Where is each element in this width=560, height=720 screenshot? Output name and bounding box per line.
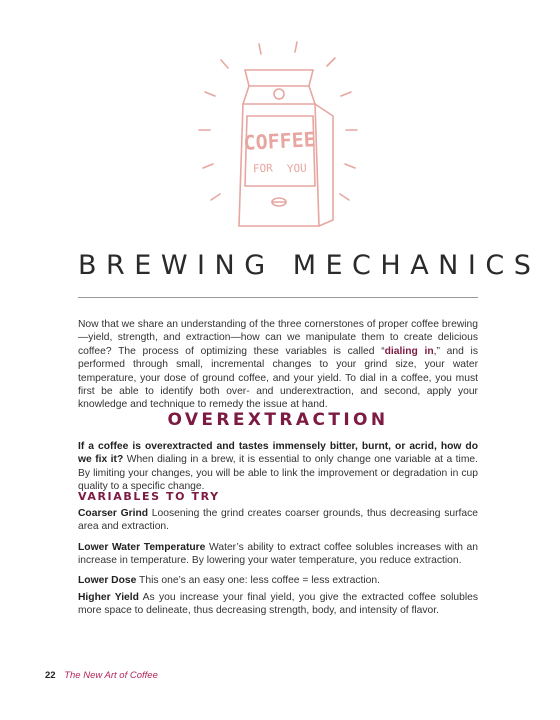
intro-paragraph: [78, 318, 478, 412]
bag-line-coffee: COFFEE: [242, 127, 317, 155]
page-number: 22: [45, 670, 56, 681]
variable-item: [78, 591, 478, 618]
bag-line-for: FOR: [252, 161, 274, 176]
question-paragraph: [78, 440, 478, 494]
title-divider: [78, 297, 478, 298]
question-text: When dialing in a brew, it is essential to only change one variable at a time. By limiting your changes, you will be able to link the improvement or degradation in cup quality to a specific change.: [78, 454, 478, 493]
dialing-in-term: dialing in: [384, 345, 434, 357]
coffee-bag-illustration: [185, 30, 375, 240]
variable-term: Coarser Grind: [78, 508, 149, 519]
intro-text-end: ,” and is performed through small, incremental changes to your grind size, your water temperature, your dose of ground coffee, and your yield. To dial in a coffee, you must first be able to identify both over- and underextraction, and second, apply your knowledge and technique to remedy the issue at hand.: [78, 345, 478, 411]
variable-term: Higher Yield: [78, 592, 139, 603]
variable-term: Lower Water Temperature: [78, 542, 206, 553]
variable-text: Loosening the grind creates coarser grounds, thus decreasing surface area and extraction.: [78, 508, 478, 533]
question-bold: If a coffee is overextracted and tastes immensely bitter, burnt, or acrid, how do we fix it?: [78, 441, 478, 466]
section-heading-overextraction: OVEREXTRACTION: [167, 410, 389, 430]
variable-item: [78, 507, 478, 534]
variable-text: This one’s an easy one: less coffee = less extraction.: [136, 575, 380, 586]
bag-line-you: YOU: [286, 161, 308, 176]
intro-text-start: Now that we share an understanding of the three cornerstones of proper coffee brewing—yield, strength, and extraction—how can we manipulate them to create delicious coffee? The process of optimizing these variables is called “: [78, 319, 478, 357]
variable-text: Water’s ability to extract coffee solubles increases with an increase in temperature. By lowering your water temperature, you reduce extraction.: [78, 542, 478, 567]
page-footer: [45, 670, 158, 681]
coffee-bag-icon: [185, 30, 375, 240]
page-title: BREWING MECHANICS: [78, 250, 541, 281]
variables-subheading: VARIABLES TO TRY: [78, 490, 220, 503]
variable-item: [78, 574, 478, 587]
book-title: The New Art of Coffee: [64, 670, 158, 681]
variable-term: Lower Dose: [78, 575, 137, 586]
variable-item: [78, 541, 478, 568]
variable-text: As you increase your final yield, you give the extracted coffee solubles more space to delineate, thus decreasing strength, body, and intensity of flavor.: [78, 592, 479, 617]
